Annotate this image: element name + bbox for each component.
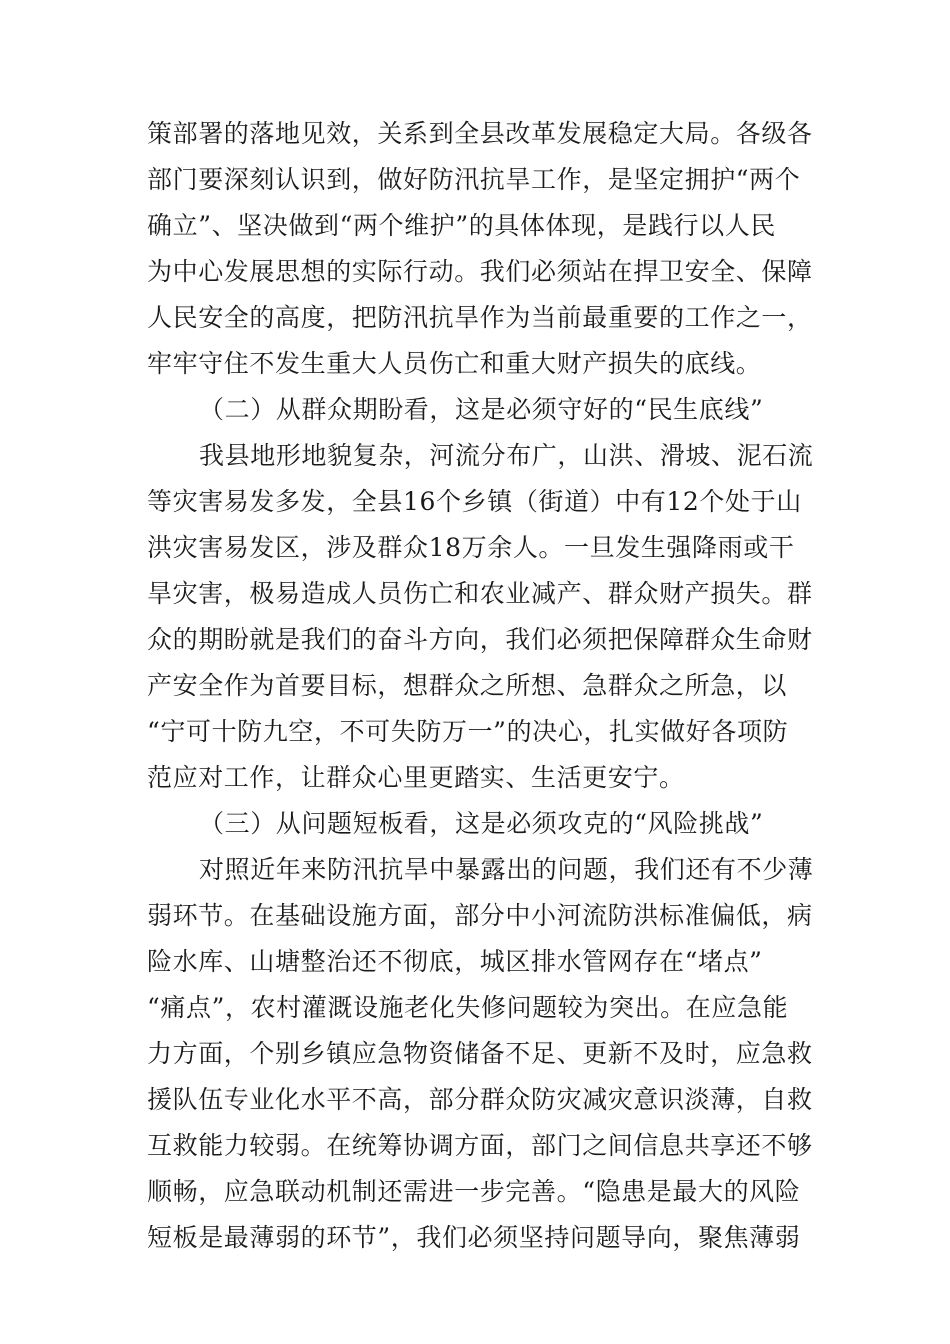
paragraph-line: 人民安全的高度，把防汛抗旱作为当前最重要的工作之一， (147, 303, 813, 332)
paragraph-line: 等灾害易发多发，全县16个乡镇（街道）中有12个处于山 (147, 487, 802, 516)
section-heading-2: （二）从群众期盼看，这是必须守好的“民生底线” (199, 395, 764, 424)
section-heading-3: （三）从问题短板看，这是必须攻克的“风险挑战” (199, 809, 764, 838)
paragraph-line: 我县地形地貌复杂，河流分布广，山洪、滑坡、泥石流 (199, 441, 814, 470)
paragraph-line: 顺畅，应急联动机制还需进一步完善。“隐患是最大的风险 (147, 1177, 801, 1206)
paragraph-line: 产安全作为首要目标，想群众之所想、急群众之所急，以 (147, 671, 788, 700)
paragraph-line: 策部署的落地见效，关系到全县改革发展稳定大局。各级各 (147, 119, 813, 148)
paragraph-line: 牢牢守住不发生重大人员伤亡和重大财产损失的底线。 (147, 349, 762, 378)
paragraph-line: 弱环节。在基础设施方面，部分中小河流防洪标准偏低，病 (147, 901, 813, 930)
paragraph-line: “痛点”，农村灌溉设施老化失修问题较为突出。在应急能 (147, 993, 789, 1022)
paragraph-line: 短板是最薄弱的环节”，我们必须坚持问题导向，聚焦薄弱 (147, 1223, 801, 1252)
paragraph-line: 洪灾害易发区，涉及群众18万余人。一旦发生强降雨或干 (147, 533, 795, 562)
paragraph-line: 确立”、坚决做到“两个维护”的具体体现，是践行以人民 (147, 211, 776, 240)
paragraph-line: 互救能力较弱。在统筹协调方面，部门之间信息共享还不够 (147, 1131, 813, 1160)
paragraph-line: 为中心发展思想的实际行动。我们必须站在捍卫安全、保障 (147, 257, 813, 286)
paragraph-line: 部门要深刻认识到，做好防汛抗旱工作，是坚定拥护“两个 (147, 165, 801, 194)
paragraph-line: 援队伍专业化水平不高，部分群众防灾减灾意识淡薄，自救 (147, 1085, 813, 1114)
paragraph-line: “宁可十防九空，不可失防万一”的决心，扎实做好各项防 (147, 717, 789, 746)
paragraph-line: 范应对工作，让群众心里更踏实、生活更安宁。 (147, 763, 685, 792)
paragraph-line: 险水库、山塘整治还不彻底，城区排水管网存在“堵点” (147, 947, 763, 976)
paragraph-line: 旱灾害，极易造成人员伤亡和农业减产、群众财产损失。群 (147, 579, 813, 608)
paragraph-line: 力方面，个别乡镇应急物资储备不足、更新不及时，应急救 (147, 1039, 813, 1068)
paragraph-line: 对照近年来防汛抗旱中暴露出的问题，我们还有不少薄 (199, 855, 814, 884)
paragraph-line: 众的期盼就是我们的奋斗方向，我们必须把保障群众生命财 (147, 625, 813, 654)
